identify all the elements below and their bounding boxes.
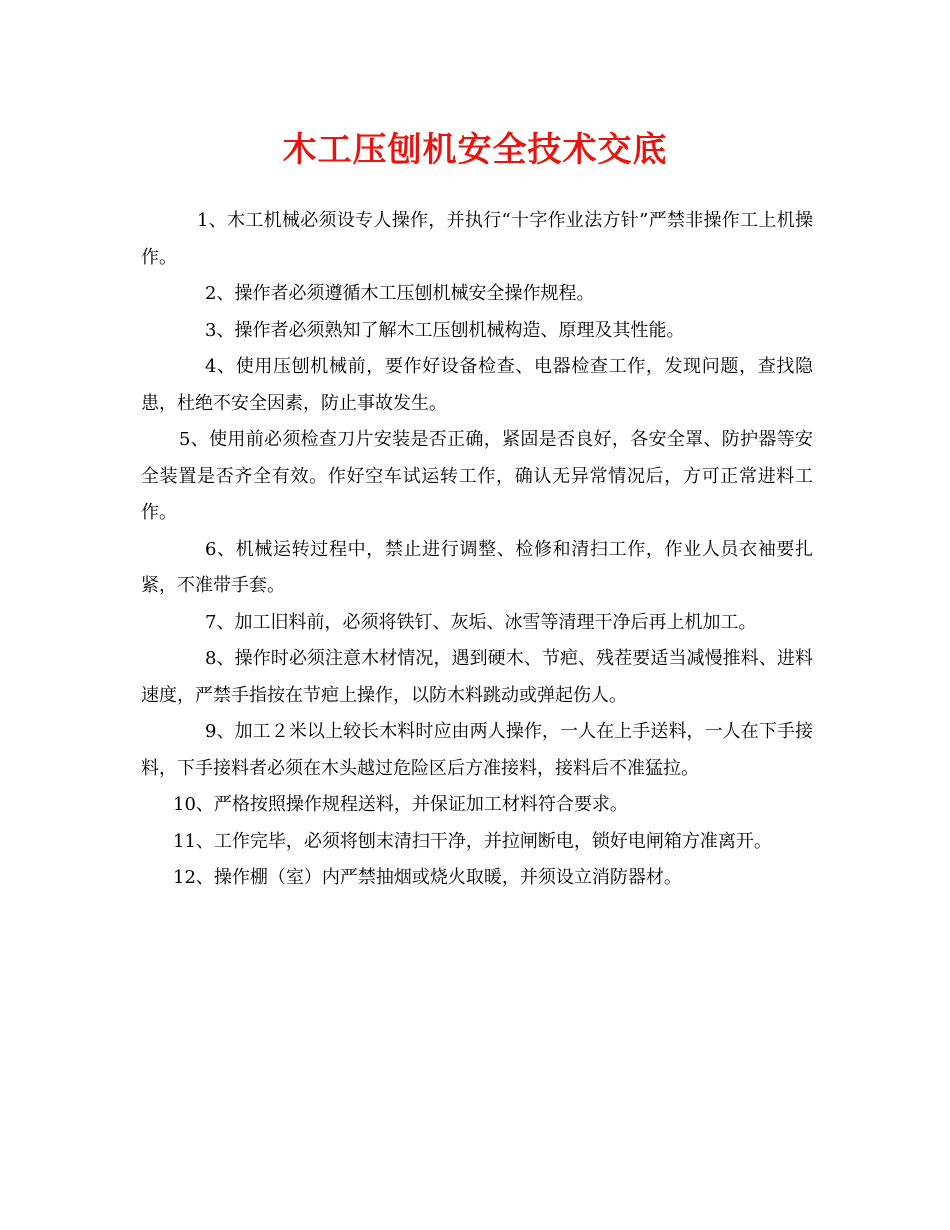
paragraph-item-12: 12、操作棚（室）内严禁抽烟或烧火取暖，并须设立消防器材。	[173, 867, 682, 888]
paragraph-item-3: 3、操作者必须熟知了解木工压刨机械构造、原理及其性能。	[205, 319, 685, 341]
paragraph-item-7: 7、加工旧料前，必须将铁钉、灰垢、冰雪等清理干净后再上机加工。	[205, 611, 757, 633]
paragraph-item-8: 8、操作时必须注意木材情况，遇到硬木、节疤、残茬要适当减慢推料、进料速度，严禁手指按在节疤上操作，以防木料跳动或弹起伤人。	[141, 648, 813, 706]
document-body	[141, 203, 813, 897]
paragraph-item-9: 9、加工２米以上较长木料时应由两人操作，一人在上手送料，一人在下手接料，下手接料者必须在木头越过危险区后方准接料，接料后不准猛拉。	[141, 721, 813, 779]
paragraph-item-1: 1、木工机械必须设专人操作，并执行“十字作业法方针”严禁非操作工上机操作。	[141, 210, 813, 268]
paragraph-item-6: 6、机械运转过程中，禁止进行调整、检修和清扫工作，作业人员衣袖要扎紧，不准带手套。	[141, 538, 813, 596]
paragraph-item-11: 11、工作完毕，必须将刨末清扫干净，并拉闸断电，锁好电闸箱方准离开。	[173, 830, 772, 852]
paragraph-item-2: 2、操作者必须遵循木工压刨机械安全操作规程。	[205, 283, 595, 304]
paragraph-item-10: 10、严格按照操作规程送料，并保证加工材料符合要求。	[173, 794, 628, 815]
paragraph-item-5: 5、使用前必须检查刀片安装是否正确，紧固是否良好，各安全罩、防护器等安全装置是否齐全有效。作好空车试运转工作，确认无异常情况后，方可正常进料工作。	[141, 429, 813, 523]
document-title: 木工压刨机安全技术交底	[282, 130, 668, 170]
paragraph-item-4: 4、使用压刨机械前，要作好设备检查、电器检查工作，发现问题，查找隐患，杜绝不安全因素，防止事故发生。	[141, 356, 813, 414]
